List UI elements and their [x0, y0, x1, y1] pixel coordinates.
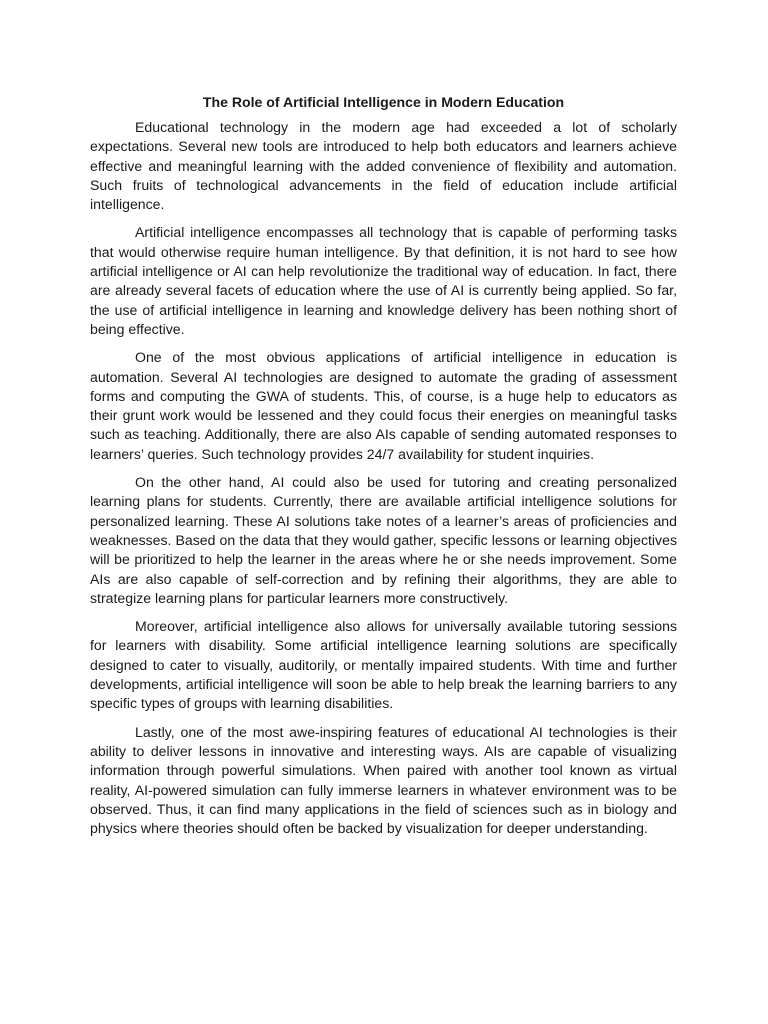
- document-title: The Role of Artificial Intelligence in Modern Education: [202, 94, 565, 110]
- paragraph-intro: Educational technology in the modern age had exceeded a lot of scholarly expectations. Several new tools are introduced to help both educators and learners achieve effective and meaningful learning with the added convenience of flexibility and automation. Such fruits of technological advancements in the field of education include artificial intelligence.: [90, 119, 677, 213]
- paragraph-automation: One of the most obvious applications of artificial intelligence in education is automation. Several AI technologies are designed to automate the grading of assessment forms and computing the GWA of students. This, of course, is a huge help to educators as their grunt work would be lessened and they could focus their energies on meaningful tasks such as teaching. Additionally, there are also AIs capable of sending automated responses to learners’ queries. Such technology provides 24/7 availability for student inquiries.: [90, 349, 677, 462]
- paragraph-simulation: Lastly, one of the most awe-inspiring features of educational AI technologies is their ability to deliver lessons in innovative and interesting ways. AIs are capable of visualizing information through powerful simulations. When paired with another tool known as virtual reality, AI-powered simulation can fully immerse learners in whatever environment was to be observed. Thus, it can find many applications in the field of sciences such as in biology and physics where theories should often be backed by visualization for deeper understanding.: [90, 723, 677, 837]
- paragraph-tutoring: On the other hand, AI could also be used for tutoring and creating personalized learning plans for students. Currently, there are available artificial intelligence solutions for personalized learning. These AI solutions take notes of a learner’s areas of proficiencies and weaknesses. Based on the data that they would gather, specific lessons or learning objectives will be prioritized to help the learner in the areas where he or she needs improvement. Some AIs are also capable of self-correction and by refining their algorithms, they are able to strategize learning plans for particular learners more constructively.: [90, 474, 677, 606]
- document-page: [90, 93, 677, 847]
- paragraph-accessibility: Moreover, artificial intelligence also allows for universally available tutoring sessions for learners with disability. Some artificial intelligence learning solutions are specifically designed to cater to visually, auditorily, or mentally impaired students. With time and further developments, artificial intelligence will soon be able to help break the learning barriers to any specific types of groups with learning disabilities.: [90, 618, 677, 712]
- paragraph-definition: Artificial intelligence encompasses all technology that is capable of performing tasks that would otherwise require human intelligence. By that definition, it is not hard to see how artificial intelligence or AI can help revolutionize the traditional way of education. In fact, there are already several facets of education where the use of AI is currently being applied. So far, the use of artificial intelligence in learning and knowledge delivery has been nothing short of being effective.: [90, 224, 677, 337]
